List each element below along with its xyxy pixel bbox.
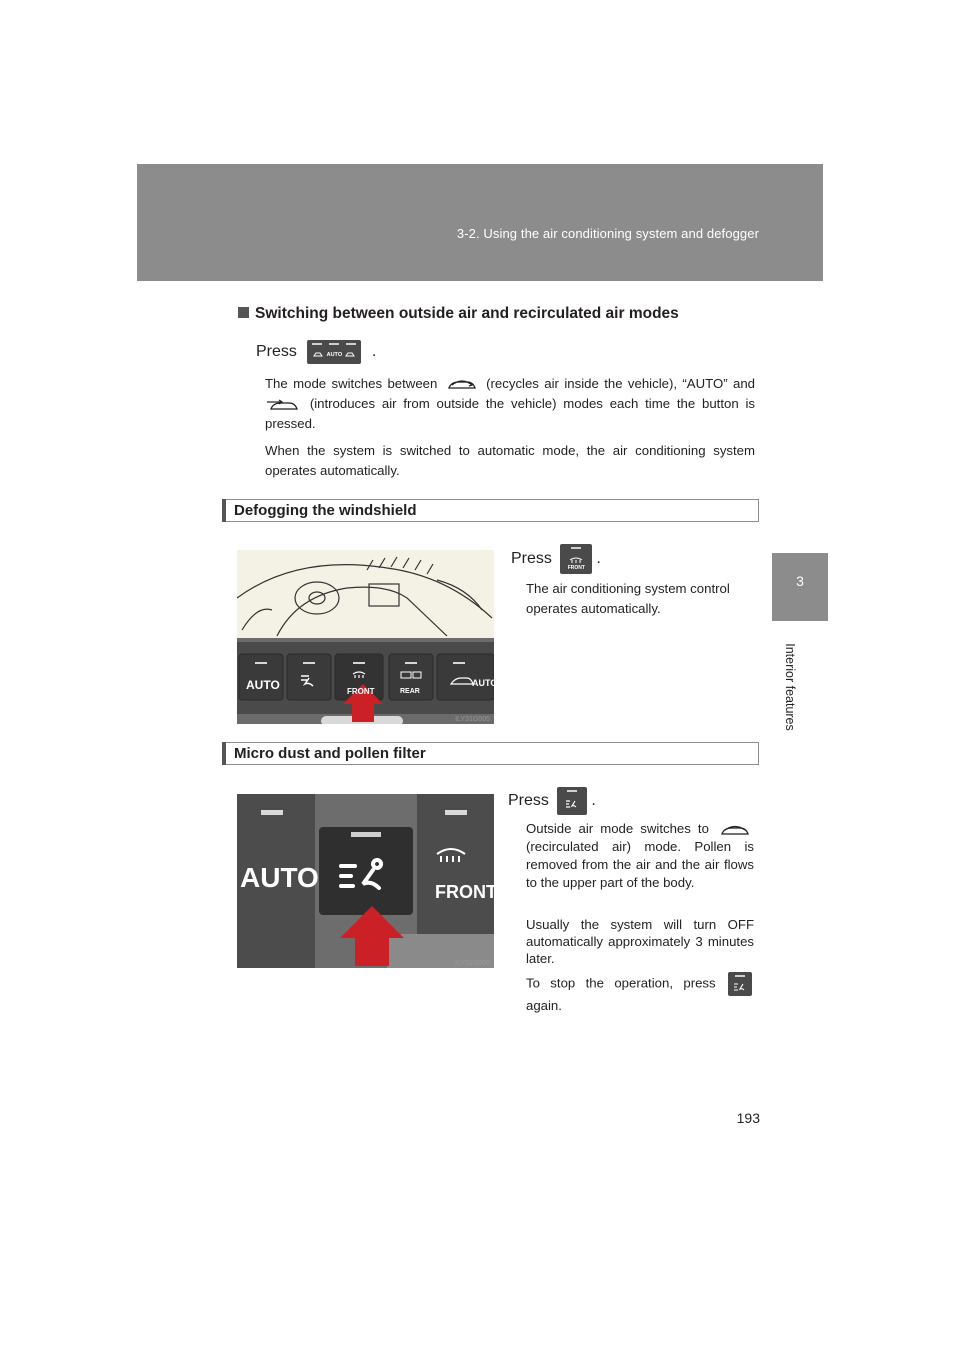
recirc-auto-button-icon: AUTO [307, 340, 361, 364]
recirculate-air-icon [443, 376, 481, 394]
panel-button-auto-large: AUTO [240, 862, 319, 893]
paragraph-automatic-mode: When the system is switched to automatic mode, the air conditioning system operates automatically. [265, 443, 755, 478]
chapter-tab [772, 553, 828, 621]
panel-button-front-large: FRONT [435, 882, 497, 902]
panel-button-front: FRONT [347, 687, 375, 696]
paragraph-filter-stop: To stop the operation, press again. [526, 972, 754, 1016]
section-heading-air-modes: Switching between outside air and recirculated air modes [238, 305, 679, 323]
press-instruction-defog: Press FRONT . [511, 544, 601, 574]
panel-button-auto-right: AUTO [472, 678, 498, 688]
panel-button-rear: REAR [400, 688, 420, 695]
section-bar-defogging [222, 499, 759, 522]
image-code: ILY31G005 [455, 716, 490, 723]
panel-labels-filter [237, 794, 497, 968]
press-instruction-filter: Press . [508, 787, 596, 815]
paragraph-mode-switch: The mode switches between (recycles air inside the vehicle), “AUTO” and (introduces air from outside the vehicle) modes each time the button is pressed. [265, 376, 755, 431]
image-code: ILY31G006 [455, 960, 490, 967]
micro-dust-filter-button-icon [557, 787, 587, 815]
header-band [137, 164, 823, 281]
chapter-label-wrap [780, 632, 797, 742]
chapter-label: Interior features [783, 643, 797, 731]
panel-labels-defog [237, 550, 498, 724]
page-number: 193 [736, 1110, 760, 1126]
square-bullet-icon [238, 307, 249, 318]
front-defogger-button-icon: FRONT [560, 544, 592, 574]
header-title: 3-2. Using the air conditioning system and defogger [456, 226, 759, 241]
outside-air-icon [265, 396, 303, 414]
section-title-micro-dust: Micro dust and pollen filter [234, 745, 426, 762]
section-title-defogging: Defogging the windshield [234, 502, 417, 519]
paragraph-filter-auto-off: Usually the system will turn OFF automatically approximately 3 minutes later. [526, 917, 754, 966]
paragraph-filter-mode: Outside air mode switches to (recirculated air) mode. Pollen is removed from the air and the air flows to the upper part of the body. [526, 821, 754, 890]
section-bar-micro-dust [222, 742, 759, 765]
chapter-number: 3 [796, 573, 804, 589]
press-instruction-air-modes: Press AUTO . [256, 340, 376, 364]
recirculate-air-icon [716, 822, 754, 838]
paragraph-defog-auto: The air conditioning system control operates automatically. [526, 581, 730, 616]
micro-dust-filter-button-icon [728, 972, 752, 996]
panel-button-auto: AUTO [246, 678, 280, 692]
press-label: Press [256, 343, 297, 361]
